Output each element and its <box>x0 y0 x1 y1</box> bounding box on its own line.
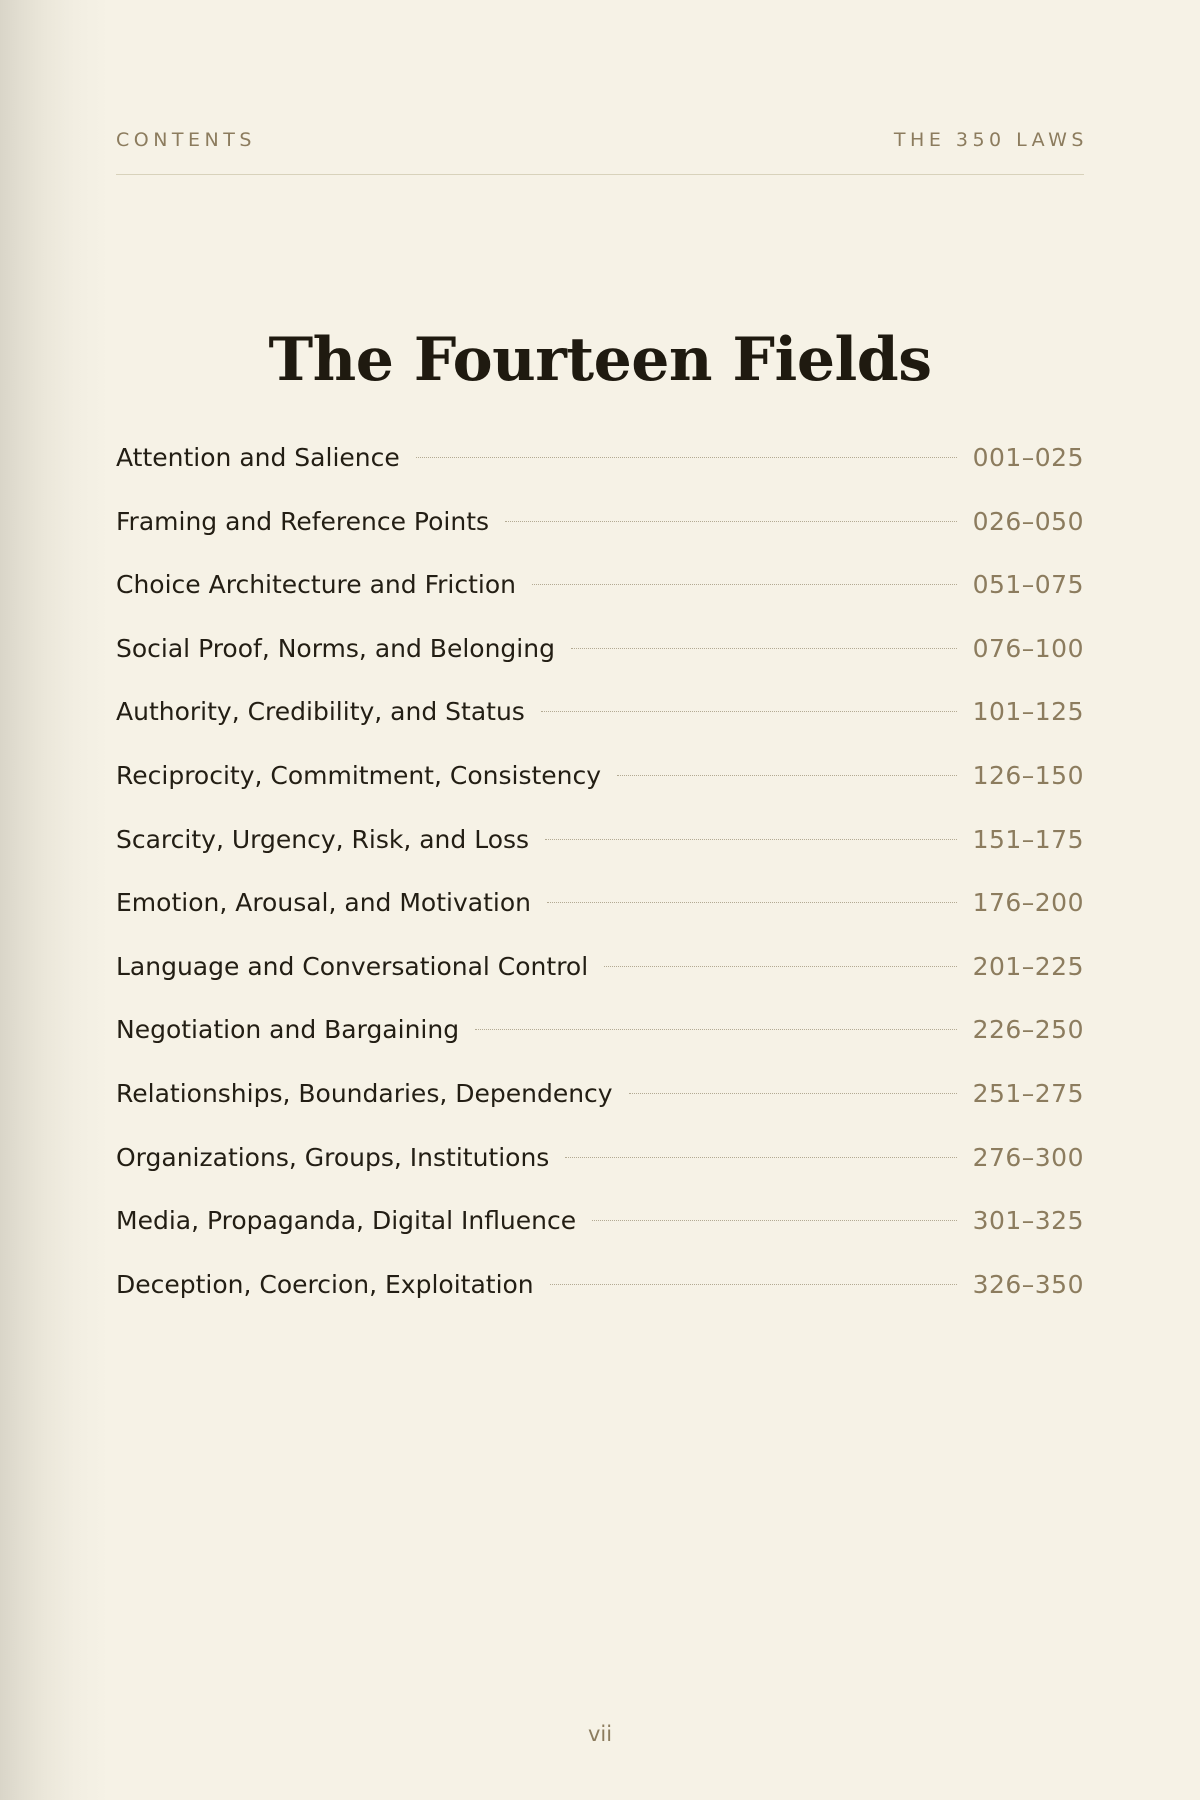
toc-entry-range: 251–275 <box>972 1078 1084 1108</box>
dot-leader <box>505 521 957 522</box>
dot-leader <box>545 839 957 840</box>
toc-entry[interactable] <box>116 691 1084 755</box>
running-header <box>116 128 1088 175</box>
toc-entry[interactable] <box>116 1009 1084 1073</box>
toc-entry-label: Scarcity, Urgency, Risk, and Loss <box>116 824 530 854</box>
toc-entry-range: 001–025 <box>972 443 1084 472</box>
toc-entry[interactable] <box>116 1264 1084 1328</box>
toc-entry[interactable] <box>116 882 1084 946</box>
page-title: The Fourteen Fields <box>268 325 932 396</box>
dot-leader <box>617 775 957 776</box>
dot-leader <box>592 1220 956 1221</box>
dot-leader <box>475 1029 956 1030</box>
toc-entry-label: Social Proof, Norms, and Belonging <box>116 633 555 663</box>
running-header-book-title: THE 350 LAWS <box>893 129 1088 151</box>
toc-entry-label: Choice Architecture and Friction <box>116 570 517 600</box>
toc-entry-range: 076–100 <box>972 633 1084 663</box>
toc-entry-label: Media, Propaganda, Digital Influence <box>116 1206 577 1236</box>
toc-entry-range: 126–150 <box>972 760 1084 790</box>
dot-leader <box>550 1284 957 1285</box>
toc-entry[interactable] <box>116 1200 1084 1264</box>
toc-entry[interactable] <box>116 1137 1084 1201</box>
toc-entry[interactable] <box>116 628 1084 692</box>
running-header-section: CONTENTS <box>116 129 256 151</box>
toc-entry-range: 101–125 <box>972 697 1084 727</box>
toc-entry-label: Relationships, Boundaries, Dependency <box>116 1078 613 1108</box>
toc-entry-range: 326–350 <box>972 1269 1084 1299</box>
dot-leader <box>416 457 957 458</box>
toc-entry-range: 226–250 <box>972 1015 1084 1045</box>
toc-entry[interactable] <box>116 946 1084 1010</box>
dot-leader <box>547 902 957 903</box>
toc-entry-range: 176–200 <box>972 888 1084 918</box>
toc-entry[interactable] <box>116 564 1084 628</box>
dot-leader <box>565 1157 956 1158</box>
toc-entry-label: Negotiation and Bargaining <box>116 1015 460 1045</box>
toc-entry[interactable] <box>116 819 1084 883</box>
toc-entry-label: Authority, Credibility, and Status <box>116 697 525 727</box>
toc-entry-range: 051–075 <box>972 570 1084 600</box>
toc-entry-label: Framing and Reference Points <box>116 506 490 536</box>
dot-leader <box>571 648 957 649</box>
toc-entry[interactable] <box>116 501 1084 565</box>
toc-entry-label: Language and Conversational Control <box>116 951 589 981</box>
toc-entry-label: Attention and Salience <box>116 443 400 472</box>
dot-leader <box>604 966 956 967</box>
toc-entry-range: 026–050 <box>972 506 1084 536</box>
page-number: vii <box>587 1722 613 1746</box>
toc-entry[interactable] <box>116 1073 1084 1137</box>
toc-entry-label: Deception, Coercion, Exploitation <box>116 1269 534 1299</box>
dot-leader <box>532 584 957 585</box>
toc-entry-label: Organizations, Groups, Institutions <box>116 1142 550 1172</box>
toc-entry-label: Reciprocity, Commitment, Consistency <box>116 760 602 790</box>
gutter-shadow <box>0 0 110 1800</box>
toc-entry-label: Emotion, Arousal, and Motivation <box>116 888 531 918</box>
dot-leader <box>541 711 957 712</box>
toc-entry-range: 276–300 <box>972 1142 1084 1172</box>
toc-entry[interactable] <box>116 755 1084 819</box>
toc-entry-range: 301–325 <box>972 1206 1084 1236</box>
dot-leader <box>629 1093 957 1094</box>
table-of-contents <box>116 437 1084 1327</box>
toc-entry-range: 201–225 <box>972 951 1084 981</box>
toc-entry-range: 151–175 <box>972 824 1084 854</box>
toc-entry[interactable] <box>116 437 1084 501</box>
